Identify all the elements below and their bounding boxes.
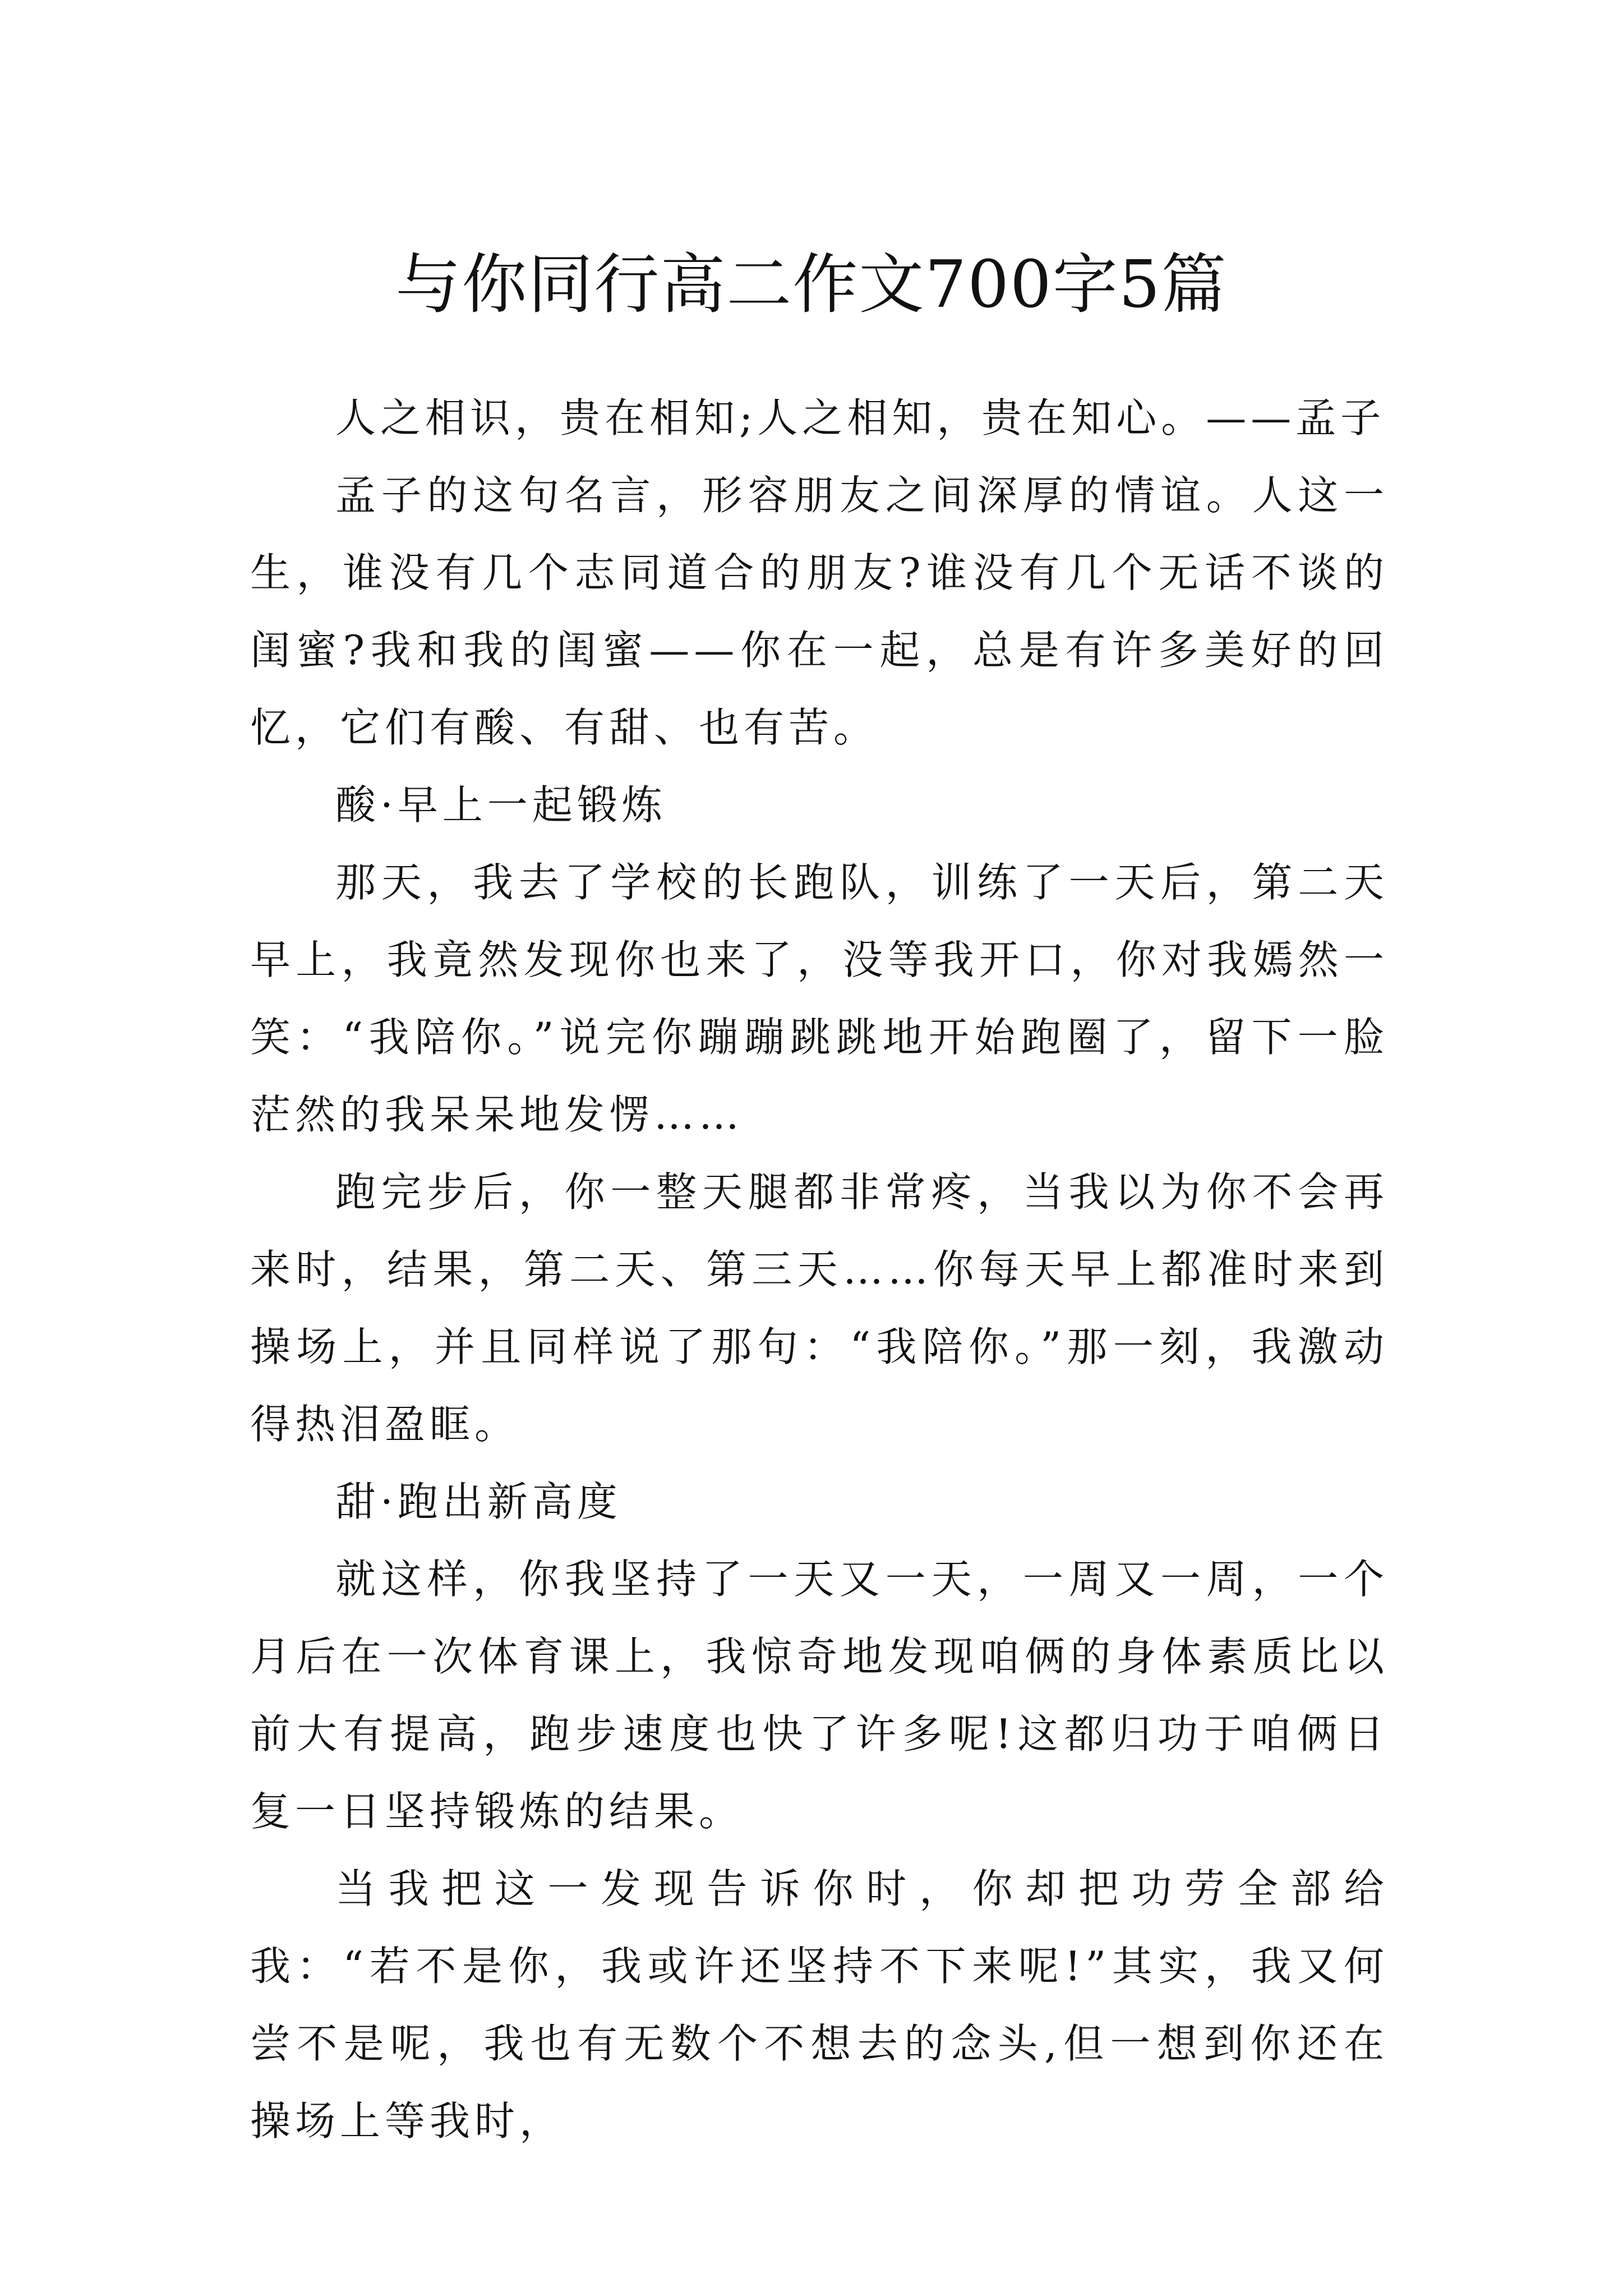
document-title: 与你同行高二作文700字5篇 <box>395 246 1228 323</box>
document-body <box>250 379 1389 2160</box>
section-heading-sour: 酸·早上一起锻炼 <box>335 781 667 829</box>
quote-paragraph: 人之相识，贵在相知;人之相知，贵在知心。——孟子 <box>335 394 1386 441</box>
body-paragraph: 跑完步后，你一整天腿都非常疼，当我以为你不会再来时，结果，第二天、第三天……你每天早上都准时来到操场上，并且同样说了那句：“我陪你。”那一刻，我激动得热泪盈眶。 <box>250 1168 1389 1448</box>
section-heading-sweet: 甜·跑出新高度 <box>335 1478 622 1525</box>
body-paragraph: 孟子的这句名言，形容朋友之间深厚的情谊。人这一生，谁没有几个志同道合的朋友?谁没有几个无话不谈的闺蜜?我和我的闺蜜——你在一起，总是有许多美好的回忆，它们有酸、有甜、也有苦。 <box>250 472 1389 751</box>
body-paragraph: 那天，我去了学校的长跑队，训练了一天后，第二天早上，我竟然发现你也来了，没等我开口，你对我嫣然一笑：“我陪你。”说完你蹦蹦跳跳地开始跑圈了，留下一脸茫然的我呆呆地发愣…… <box>250 859 1389 1138</box>
body-paragraph: 当我把这一发现告诉你时，你却把功劳全部给我：“若不是你，我或许还坚持不下来呢!”其实，我又何尝不是呢，我也有无数个不想去的念头,但一想到你还在操场上等我时， <box>250 1865 1389 2145</box>
body-paragraph: 就这样，你我坚持了一天又一天，一周又一周，一个月后在一次体育课上，我惊奇地发现咱俩的身体素质比以前大有提高，跑步速度也快了许多呢!这都归功于咱俩日复一日坚持锻炼的结果。 <box>250 1556 1389 1835</box>
